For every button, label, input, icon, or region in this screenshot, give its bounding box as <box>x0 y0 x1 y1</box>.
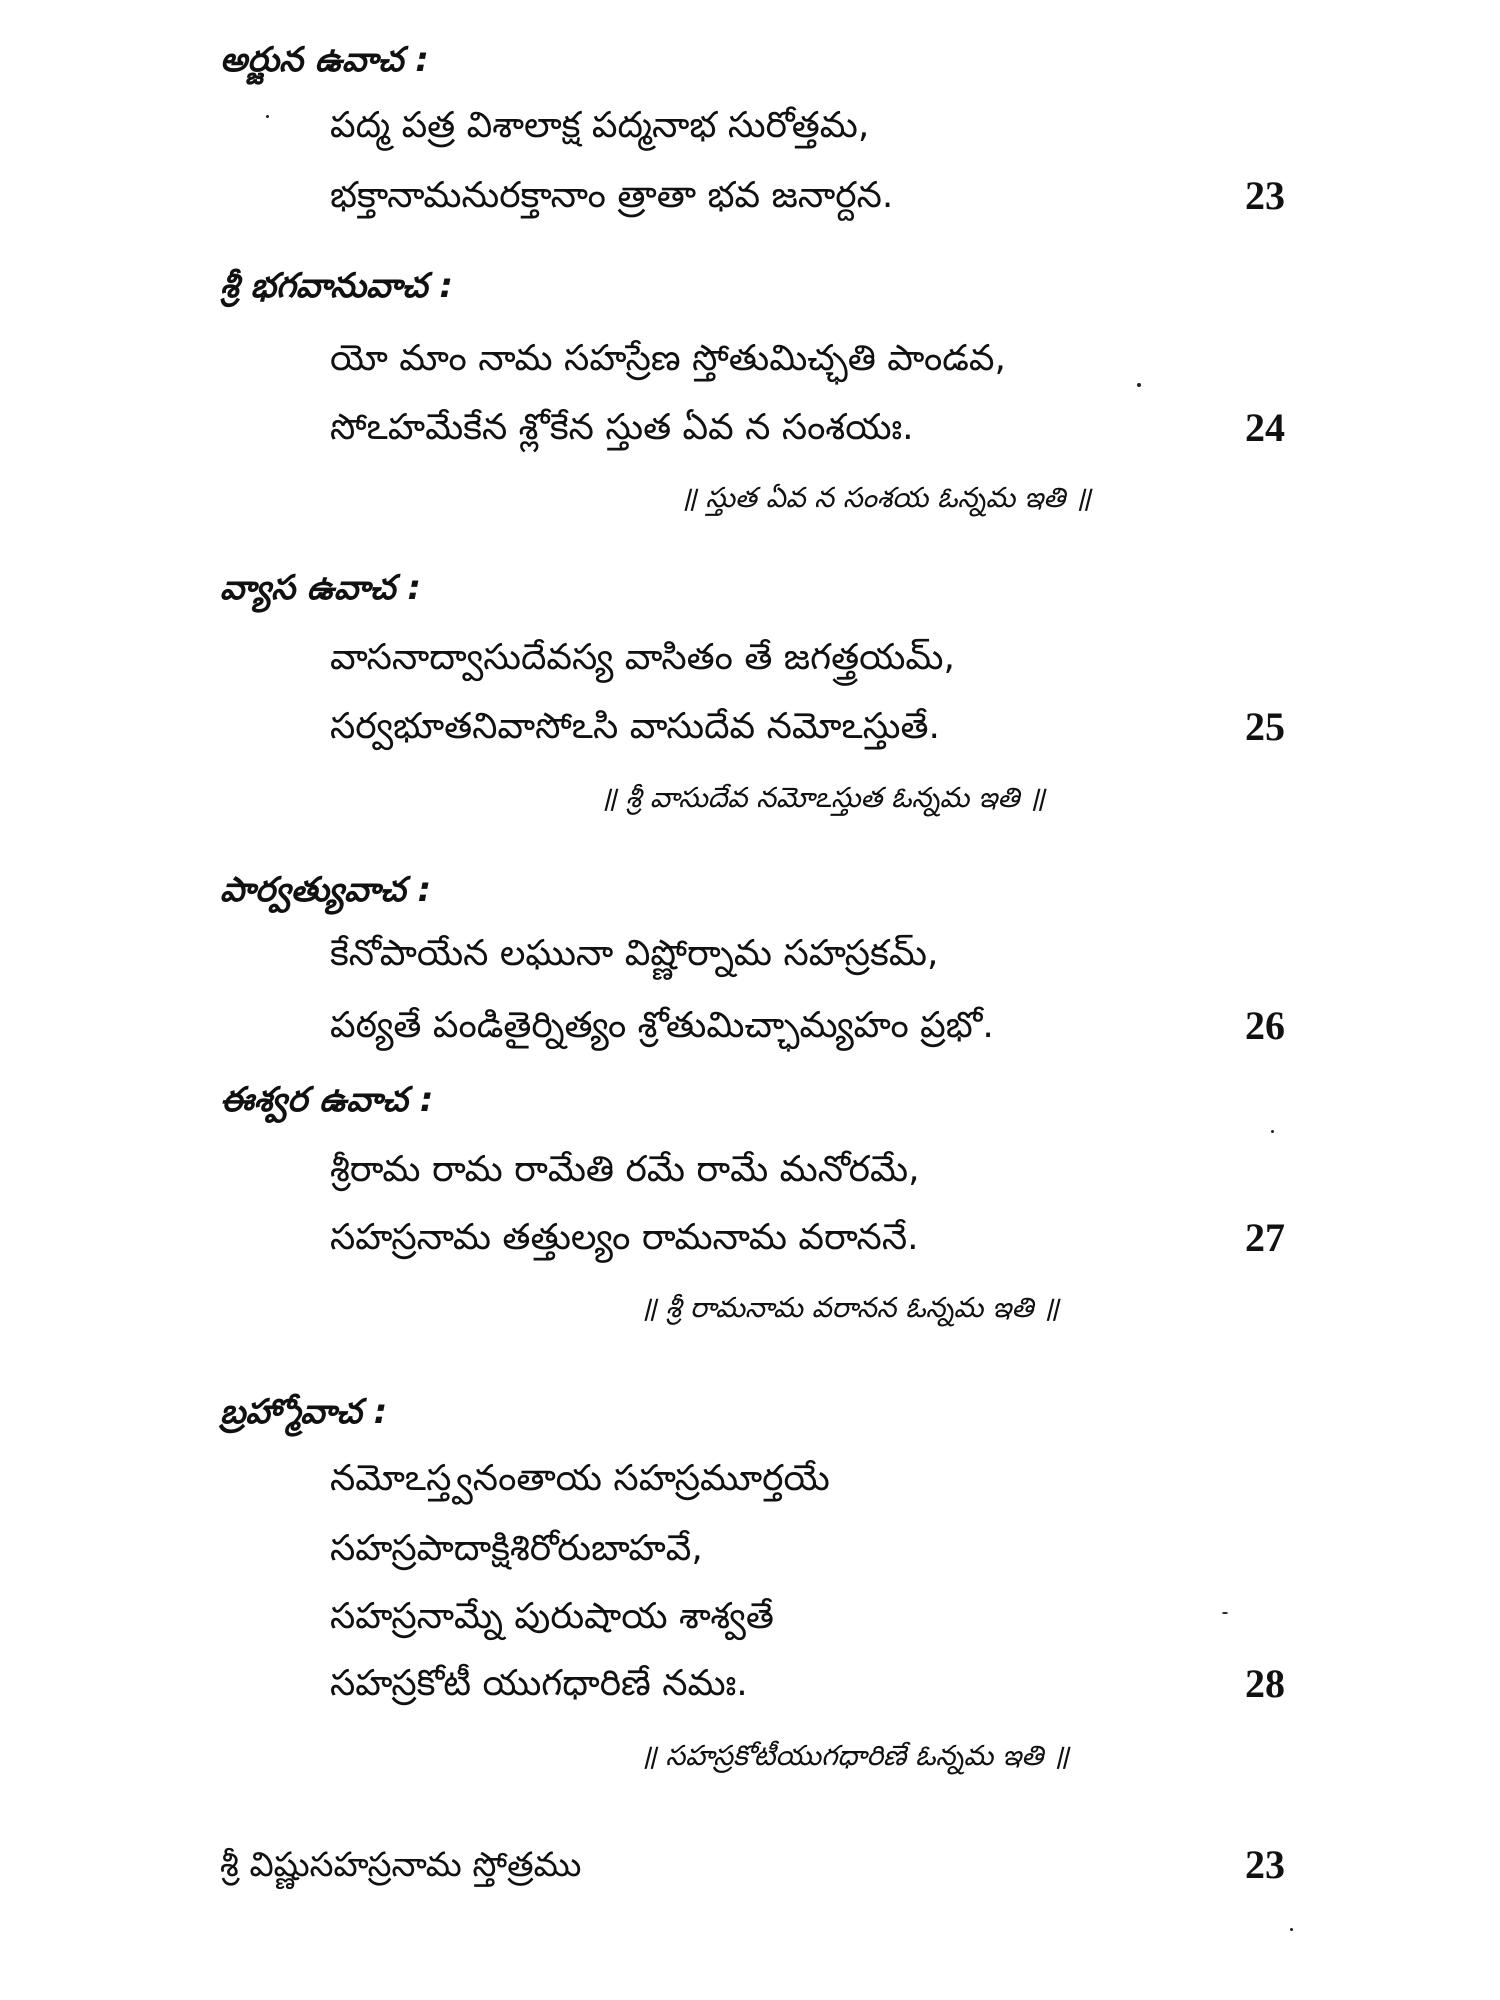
verse-26-line-2: పఠ్యతే పండితైర్నిత్యం శ్రోతుమిచ్ఛామ్యహం ప్రభో. <box>330 1005 994 1046</box>
verse-28-line-1: నమోఽస్త్వనంతాయ సహస్రమూర్తయే <box>330 1458 830 1499</box>
speaker-ishvara: ఈశ్వర ఉవాచ : <box>220 1080 434 1120</box>
scan-speck <box>1222 1612 1228 1614</box>
scan-speck <box>1137 383 1141 387</box>
footer-book-title: శ్రీ విష్ణుసహస్రనామ స్తోత్రము <box>220 1845 582 1885</box>
namavali-24: ॥ స్తుత ఏవ న సంశయ ఓన్నమ ఇతి ॥ <box>680 481 1091 514</box>
verse-26-line-1: కేనోపాయేన లఘునా విష్ణోర్నామ సహస్రకమ్, <box>330 933 939 974</box>
footer-page-number: 23 <box>1245 1842 1285 1887</box>
verse-24-line-1: యో మాం నామ సహస్రేణ స్తోతుమిచ్ఛతి పాండవ, <box>330 338 1006 379</box>
verse-number-28: 28 <box>1245 1661 1285 1706</box>
verse-number-27: 27 <box>1245 1215 1285 1260</box>
verse-23-line-2: భక్తానామనురక్తానాం త్రాతా భవ జనార్దన. <box>330 175 894 216</box>
verse-number-23: 23 <box>1245 173 1285 218</box>
verse-25-line-2: సర్వభూతనివాసోఽసి వాసుదేవ నమోఽస్తుతే. <box>330 706 940 747</box>
verse-28-line-4: సహస్రకోటీ యుగధారిణే నమః. <box>330 1663 748 1704</box>
speaker-arjuna: అర్జున ఉవాచ : <box>220 40 429 80</box>
speaker-brahma: బ్రహ్మోవాచ : <box>220 1392 388 1432</box>
verse-number-25: 25 <box>1245 704 1285 749</box>
verse-28-line-2: సహస్రపాదాక్షిశిరోరుబాహవే, <box>330 1528 703 1569</box>
verse-27-line-2: సహస్రనామ తత్తుల్యం రామనామ వరాననే. <box>330 1217 919 1258</box>
verse-number-24: 24 <box>1245 405 1285 450</box>
verse-27-line-1: శ్రీరామ రామ రామేతి రమే రామే మనోరమే, <box>330 1149 920 1190</box>
speaker-bhagavan: శ్రీ భగవానువాచ : <box>220 266 453 306</box>
verse-24-line-2: సోఽహమేకేన శ్లోకేన స్తుత ఏవ న సంశయః. <box>330 407 914 448</box>
namavali-28: ॥ సహస్రకోటీయుగధారిణే ఓన్నమ ఇతి ॥ <box>640 1739 1070 1772</box>
namavali-25: ॥ శ్రీ వాసుదేవ నమోఽస్తుత ఓన్నమ ఇతి ॥ <box>600 781 1046 814</box>
scan-speck <box>266 115 269 118</box>
speaker-vyasa: వ్యాస ఉవాచ : <box>220 568 421 608</box>
verse-25-line-1: వాసనాద్వాసుదేవస్య వాసితం తే జగత్త్రయమ్, <box>330 637 955 678</box>
speaker-parvati: పార్వత్యువాచ : <box>220 870 432 910</box>
verse-23-line-1: పద్మ పత్ర విశాలాక్ష పద్మనాభ సురోత్తమ, <box>330 105 870 146</box>
scan-speck <box>1290 1928 1293 1931</box>
verse-28-line-3: సహస్రనామ్నే పురుషాయ శాశ్వతే <box>330 1596 774 1637</box>
namavali-27: ॥ శ్రీ రామనామ వరానన ఓన్నమ ఇతి ॥ <box>640 1291 1060 1324</box>
verse-number-26: 26 <box>1245 1003 1285 1048</box>
scan-speck <box>1271 1130 1274 1133</box>
